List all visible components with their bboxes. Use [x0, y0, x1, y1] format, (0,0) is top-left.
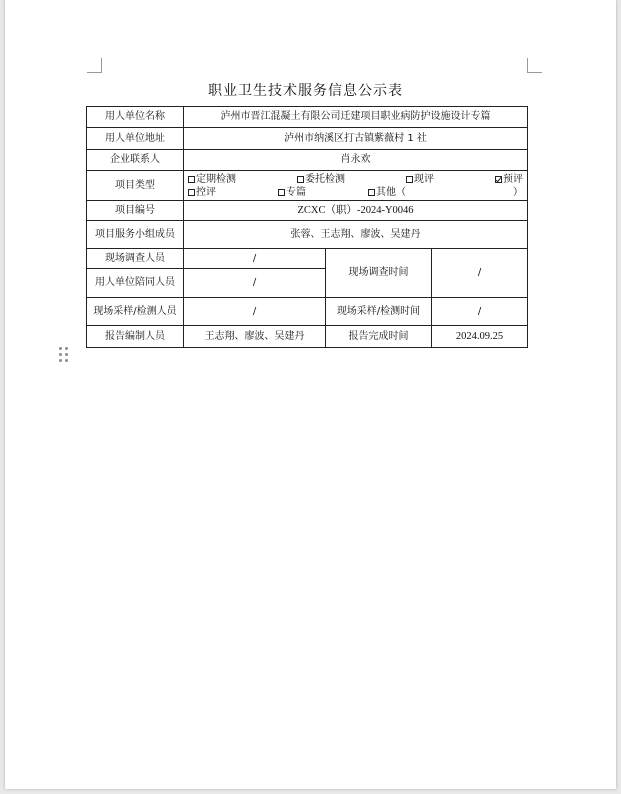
margin-corner-top-left: [87, 58, 102, 73]
table-row: [87, 201, 528, 221]
checkbox-icon: [188, 189, 195, 196]
survey-staff-value[interactable]: /: [184, 249, 326, 269]
table-row: [87, 326, 528, 348]
unit-name-label[interactable]: 用人单位名称: [87, 107, 184, 128]
survey-staff-label[interactable]: 现场调查人员: [87, 249, 184, 269]
checkbox-icon: [406, 176, 413, 183]
option-status-evaluation[interactable]: 现评: [406, 173, 434, 186]
sampling-time-label[interactable]: 现场采样/检测时间: [326, 298, 432, 326]
checked-checkbox-icon: [495, 176, 502, 183]
report-date-value[interactable]: 2024.09.25: [432, 326, 528, 348]
margin-corner-top-right: [527, 58, 542, 73]
document-title[interactable]: 职业卫生技术服务信息公示表: [208, 83, 403, 99]
contact-value[interactable]: 肖永欢: [184, 150, 528, 171]
option-pre-evaluation[interactable]: 预评: [495, 173, 523, 186]
table-row: [87, 150, 528, 171]
table-row: [87, 128, 528, 150]
unit-address-value[interactable]: 泸州市纳溪区打古镇紫薇村 1 社: [184, 128, 528, 150]
checkbox-icon: [297, 176, 304, 183]
project-type-options: [184, 171, 528, 201]
table-row: [87, 298, 528, 326]
table-row: [87, 171, 528, 201]
checkbox-icon: [368, 189, 375, 196]
option-line-2: [188, 186, 523, 199]
sampling-staff-value[interactable]: /: [184, 298, 326, 326]
sampling-time-value[interactable]: /: [432, 298, 528, 326]
table-row: [87, 107, 528, 128]
project-number-value[interactable]: ZCXC（职）-2024-Y0046: [184, 201, 528, 221]
unit-address-label[interactable]: 用人单位地址: [87, 128, 184, 150]
report-staff-label[interactable]: 报告编制人员: [87, 326, 184, 348]
table-row: [87, 249, 528, 269]
checkbox-icon: [188, 176, 195, 183]
team-value[interactable]: 张蓉、王志翔、廖波、吴建丹: [184, 221, 528, 249]
checkbox-icon: [278, 189, 285, 196]
table-row: [87, 221, 528, 249]
team-label[interactable]: 项目服务小组成员: [87, 221, 184, 249]
unit-name-value[interactable]: 泸州市晋江混凝土有限公司迁建项目职业病防护设施设计专篇: [184, 107, 528, 128]
report-date-label[interactable]: 报告完成时间: [326, 326, 432, 348]
sampling-staff-label[interactable]: 现场采样/检测人员: [87, 298, 184, 326]
contact-label[interactable]: 企业联系人: [87, 150, 184, 171]
escort-label[interactable]: 用人单位陪同人员: [87, 269, 184, 298]
info-table: [86, 106, 528, 348]
option-control-evaluation[interactable]: 控评: [188, 186, 216, 199]
option-special-chapter[interactable]: 专篇: [278, 186, 306, 199]
project-type-label[interactable]: 项目类型: [87, 171, 184, 201]
report-staff-value[interactable]: 王志翔、廖波、吴建丹: [184, 326, 326, 348]
option-other[interactable]: 其他（ ）: [368, 186, 523, 199]
option-commissioned-testing[interactable]: 委托检测: [297, 173, 345, 186]
survey-time-value[interactable]: /: [432, 249, 528, 298]
project-number-label[interactable]: 项目编号: [87, 201, 184, 221]
survey-time-label[interactable]: 现场调查时间: [326, 249, 432, 298]
option-regular-testing[interactable]: 定期检测: [188, 173, 236, 186]
escort-value[interactable]: /: [184, 269, 326, 298]
option-line-1: [188, 173, 523, 186]
table-drag-handle-icon[interactable]: [59, 347, 69, 365]
